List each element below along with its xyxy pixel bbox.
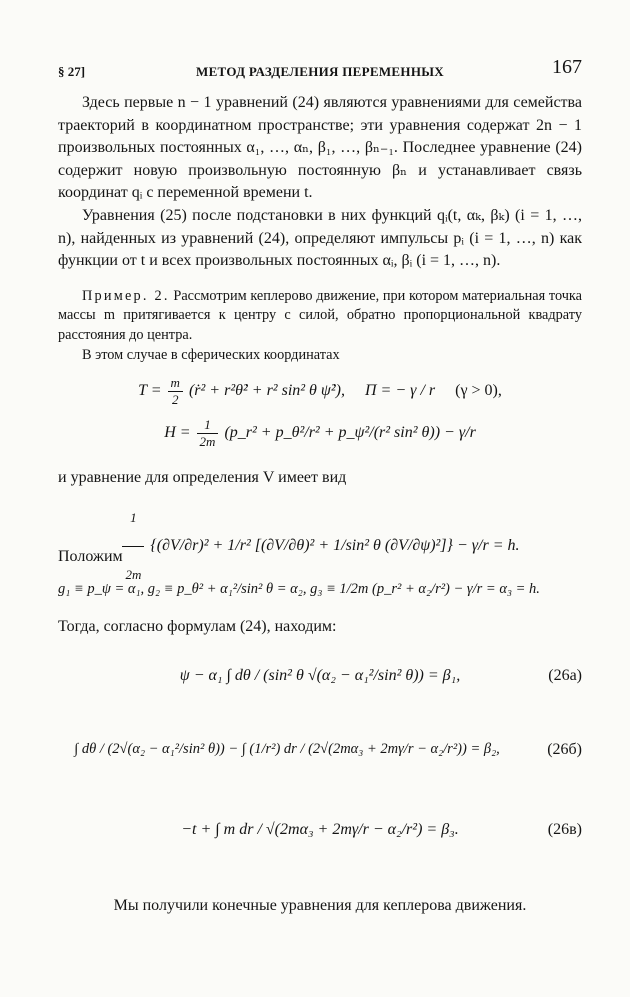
paragraph-1: Здесь первые n − 1 уравнений (24) являются уравнениями для семейства траекторий в координатном пространстве; эти уравнения содержат 2n − 1 произвольных постоянных α₁, …, αₙ, β₁, …, βₙ₋₁. Последнее уравнение (24) содержит новую произвольную постоянную βₙ и устанавливает связь координат qᵢ с переменной времени t. bbox=[58, 94, 582, 202]
formula-26b: ∫ dθ / (2√(α₂ − α₁²/sin² θ)) − ∫ (1/r²) dr / (2√(2mα₃ + 2mγ/r − α₂/r²)) = β₂, (26б) bbox=[74, 740, 582, 758]
tag-26v: (26в) bbox=[547, 820, 582, 838]
formula-26v: −t + ∫ m dr / √(2mα₃ + 2mγ/r − α₂/r²) = β₃. (26в) bbox=[181, 820, 582, 838]
formula-T-Pi: T = $\frac{m}{2}$ (ṙ² + r²θ̇² + r² sin² θ ψ̇²), Π = − γ / r (γ > 0), bbox=[138, 375, 502, 408]
paragraph-2: Уравнения (25) после подстановки в них функций qᵢ(t, αₖ, βₖ) (i = 1, …, n), найденных из уравнений (24), определяют импульсы pᵢ (i = 1, …, n) как функции от t и всех произвольных постоянных αᵢ, βᵢ (i = 1, …, n). bbox=[58, 206, 582, 270]
formula-H: H = $\frac{1}{2m}$ (p_r² + p_θ²/r² + p_ψ²/(r² sin² θ)) − γ/r bbox=[164, 417, 476, 450]
page-number: 167 bbox=[552, 56, 582, 78]
polozhim-text: Положим bbox=[58, 547, 123, 565]
example-text: Рассмотрим кеплерово движение, при котором материальная точка массы m притягивается к центру с силой, обратно пропорциональной квадрату расстояния до центра. bbox=[58, 287, 582, 343]
formula-26a: ψ − α₁ ∫ dθ / (sin² θ √(α₂ − α₁²/sin² θ)) = β₁, (26а) bbox=[179, 666, 582, 684]
book-page bbox=[58, 56, 582, 918]
conclusion: Мы получили конечные уравнения для кеплерова движения. bbox=[113, 896, 527, 914]
example-paragraph bbox=[58, 287, 582, 346]
running-title: МЕТОД РАЗДЕЛЕНИЯ ПЕРЕМЕННЫХ bbox=[196, 64, 444, 79]
formula-V: $\frac{1}{2m}$ {(∂V/∂r)² + 1/r² [(∂V/∂θ)² + 1/sin² θ (∂V/∂ψ)²]} − γ/r = h. bbox=[58, 490, 582, 546]
example-line-2: В этом случае в сферических координатах bbox=[82, 346, 340, 363]
V-intro: и уравнение для определения V имеет вид bbox=[58, 469, 347, 487]
tag-26b: (26б) bbox=[547, 740, 582, 758]
formula-g: g₁ ≡ p_ψ = α₁, g₂ ≡ p_θ² + α₁²/sin² θ = α₂, g₃ ≡ 1/2m (p_r² + α₂/r²) − γ/r = α₃ = h. bbox=[58, 581, 540, 598]
togda-text: Тогда, согласно формулам (24), находим: bbox=[58, 618, 337, 636]
running-header bbox=[58, 56, 582, 86]
tag-26a: (26а) bbox=[548, 666, 582, 684]
section-reference: § 27] bbox=[58, 64, 86, 79]
example-label: Пример. 2. bbox=[82, 287, 170, 304]
